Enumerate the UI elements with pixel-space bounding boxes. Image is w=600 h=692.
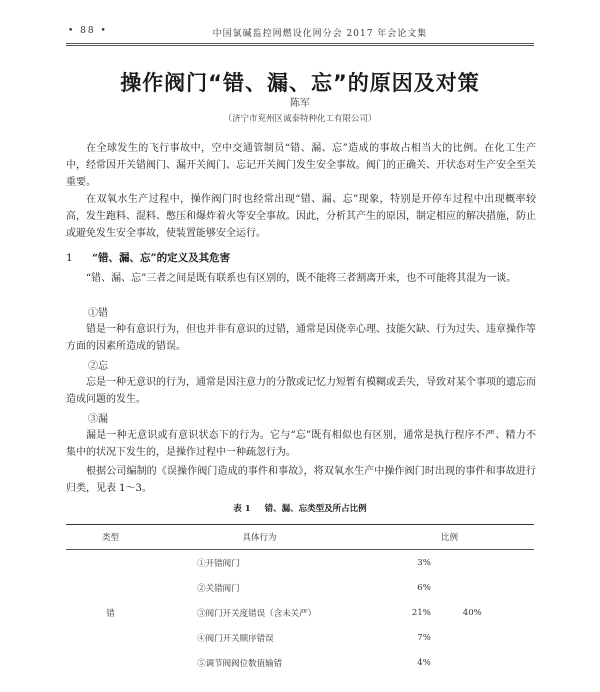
col-header-ratio: 比例 [365, 525, 534, 550]
author: 陈军 [290, 98, 310, 109]
header-rule-bottom [66, 45, 534, 46]
table-row [66, 550, 534, 576]
table-1-caption [0, 502, 600, 514]
item-3-label: ③漏 [88, 414, 108, 425]
item-2-label: ②忘 [88, 361, 108, 372]
col-header-behavior: 具体行为 [155, 525, 365, 550]
item-1-label: ①错 [88, 308, 108, 319]
item-1-text: 错是一种有意识行为，但也并非有意识的过错，通常是因侥幸心理、技能欠缺、行为过失、违章操作等方面的因素所造成的错误。 [66, 324, 536, 352]
table-1 [66, 524, 534, 675]
running-header [0, 26, 600, 42]
ratio-cell: 21% [411, 607, 431, 618]
table-1-title: 错、漏、忘类型及所占比例 [264, 504, 367, 514]
behavior-cell: ④阀门开关顺序错误 [197, 633, 274, 644]
behavior-cell: ⑤调节阀阀位数值输错 [197, 658, 283, 669]
ratio-cell: 6% [417, 582, 431, 593]
table-header-row [66, 525, 534, 550]
section-1-heading [66, 250, 536, 265]
page-number: • 88 • [68, 26, 108, 36]
header-rule-top [66, 43, 534, 44]
affiliation: （济宁市兖州区诚泰特种化工有限公司） [223, 114, 377, 124]
section-1-paragraph-1: “错、漏、忘”三者之间是既有联系也有区别的，既不能将三者割离开来，也不可能将其混为一谈。 [86, 273, 517, 284]
ratio-cell: 4% [417, 657, 431, 668]
section-1-paragraph-2: 根据公司编制的《误操作阀门造成的事件和事故》，将双氧水生产中操作阀门时出现的事件和事故进行归类，见表 1～3。 [66, 466, 536, 494]
col-header-type: 类型 [66, 525, 155, 550]
table-1-number: 表 1 [233, 504, 251, 514]
journal-title: 中国氯碱监控网燃设化网分会 2017 年会论文集 [212, 29, 428, 39]
item-3-text: 漏是一种无意识或有意识状态下的行为。它与“忘”既有相似也有区别，通常是执行程序不严、精力不集中的状况下发生的，是操作过程中一种疏忽行为。 [66, 430, 536, 458]
category-cell: 错 [106, 608, 115, 619]
section-1-title: “错、漏、忘”的定义及其危害 [92, 252, 231, 264]
category-total-cell: 40% [462, 607, 482, 618]
intro-paragraph-2: 在双氧水生产过程中，操作阀门时也经常出现“错、漏、忘”现象，特别是开停车过程中出现概率较高，发生跑料、混料、憋压和爆炸着火等安全事故。因此，分析其产生的原因，制定相应的解决措施，防止或避免发生安全事故，使装置能够安全运行。 [66, 194, 536, 239]
behavior-cell: ②关错阀门 [197, 583, 240, 594]
article-title: 操作阀门“错、漏、忘”的原因及对策 [120, 71, 480, 95]
item-2-text: 忘是一种无意识的行为，通常是因注意力的分散或记忆力短暂有模糊或丢失，导致对某个事项的遗忘而造成问题的发生。 [66, 377, 536, 405]
behavior-cell: ①开错阀门 [197, 558, 240, 569]
ratio-cell: 7% [417, 632, 431, 643]
ratio-cell: 3% [417, 557, 431, 568]
intro-paragraph-1: 在全球发生的飞行事故中，空中交通管制员“错、漏、忘”造成的事故占相当大的比例。在化工生产中，经常因开关错阀门、漏开关阀门、忘记开关阀门发生安全事故。阀门的正确关、开状态对生产安全至关重要。 [66, 143, 536, 188]
behavior-cell: ③阀门开关度错误（含未关严） [197, 608, 317, 619]
section-1-number: 1 [66, 252, 73, 264]
